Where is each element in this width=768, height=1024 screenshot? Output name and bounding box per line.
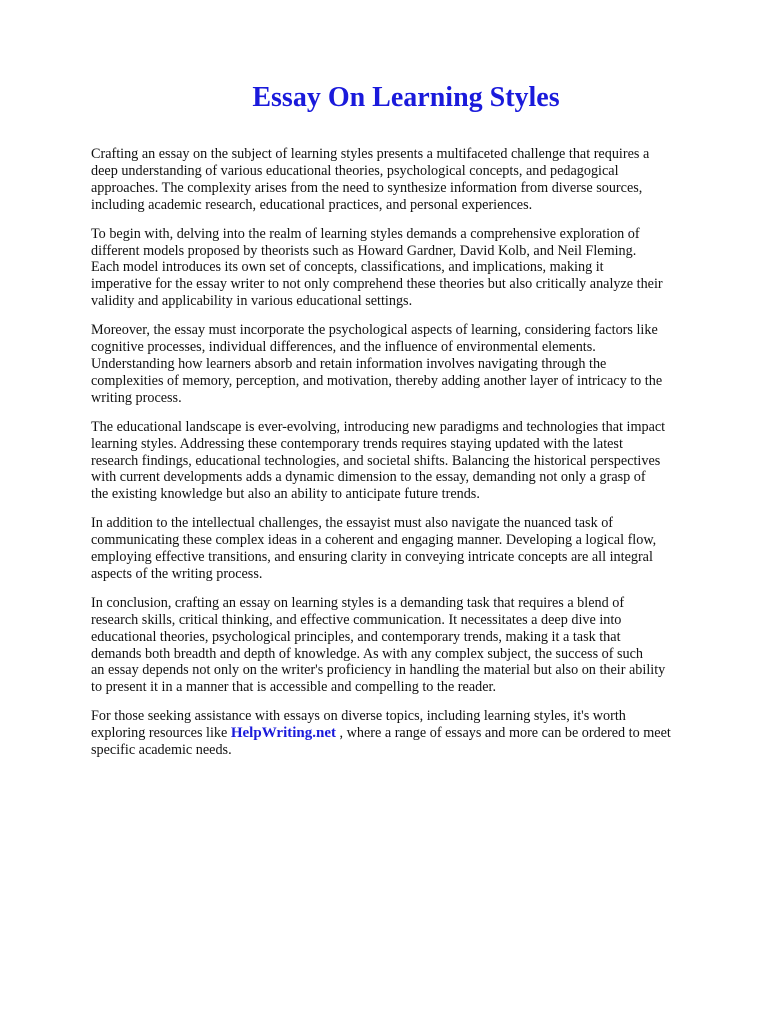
text-line: an essay depends not only on the writer's proficiency in handling the material but also on their ability [91, 662, 666, 679]
document-title: Essay On Learning Styles [252, 82, 560, 113]
text-line: In addition to the intellectual challenges, the essayist must also navigate the nuanced task of [91, 515, 614, 532]
paragraph-5 [91, 515, 731, 583]
text-line: demands both breadth and depth of knowledge. As with any complex subject, the success of such [91, 645, 644, 662]
text-line: the existing knowledge but also an ability to anticipate future trends. [91, 486, 480, 503]
text-line: educational theories, psychological principles, and contemporary trends, making it a task that [91, 628, 621, 645]
text-line: imperative for the essay writer to not only comprehend these theories but also critically analyze their [91, 276, 663, 293]
text-line: to present it in a manner that is accessible and compelling to the reader. [91, 679, 496, 696]
text-line: with current developments adds a dynamic dimension to the essay, demanding not only a grasp of [91, 469, 646, 486]
text-segment: exploring resources like [91, 725, 231, 742]
text-line: validity and applicability in various educational settings. [91, 293, 413, 310]
paragraph-6 [91, 595, 731, 696]
text-line: In conclusion, crafting an essay on learning styles is a demanding task that requires a blend of [91, 594, 625, 611]
text-line: different models proposed by theorists such as Howard Gardner, David Kolb, and Neil Fleming. [91, 242, 637, 259]
closing-paragraph [91, 708, 731, 759]
text-line: research findings, educational technologies, and societal shifts. Balancing the historical perspectives [91, 452, 661, 469]
text-line: Each model introduces its own set of concepts, classifications, and implications, making it [91, 259, 604, 276]
text-line: Crafting an essay on the subject of learning styles presents a multifaceted challenge that requires a [91, 146, 650, 162]
text-line: For those seeking assistance with essays on diverse topics, including learning styles, it's worth [91, 708, 626, 725]
text-line: cognitive processes, individual differences, and the influence of environmental elements. [91, 339, 596, 356]
text-line-with-link [91, 725, 731, 742]
text-line: complexities of memory, perception, and motivation, thereby adding another layer of intricacy to the [91, 372, 663, 389]
text-line: Understanding how learners absorb and retain information involves navigating through the [91, 355, 607, 372]
paragraph-3 [91, 322, 731, 407]
text-line: learning styles. Addressing these contemporary trends requires staying updated with the latest [91, 435, 623, 452]
text-line: Moreover, the essay must incorporate the psychological aspects of learning, considering factors like [91, 322, 658, 339]
text-line: The educational landscape is ever-evolving, introducing new paradigms and technologies that impact [91, 418, 666, 435]
text-line: research skills, critical thinking, and effective communication. It necessitates a deep dive into [91, 611, 622, 628]
paragraph-1 [91, 146, 731, 214]
text-line: aspects of the writing process. [91, 565, 263, 582]
document-body [91, 146, 731, 771]
text-line: including academic research, educational practices, and personal experiences. [91, 196, 533, 213]
text-line: deep understanding of various educational theories, psychological concepts, and pedagogical [91, 162, 619, 179]
text-line: employing effective transitions, and ensuring clarity in conveying intricate concepts are all integral [91, 549, 653, 566]
paragraph-2 [91, 226, 731, 311]
paragraph-4 [91, 419, 731, 504]
text-line: specific academic needs. [91, 742, 232, 759]
text-segment: , where a range of essays and more can be ordered to meet [336, 725, 671, 742]
helpwriting-link[interactable]: HelpWriting.net [230, 725, 336, 742]
text-line: approaches. The complexity arises from the need to synthesize information from diverse sources, [91, 179, 643, 196]
text-line: communicating these complex ideas in a coherent and engaging manner. Developing a logical flow, [91, 532, 657, 549]
text-line: writing process. [91, 389, 182, 406]
text-line: To begin with, delving into the realm of learning styles demands a comprehensive exploration of [91, 225, 640, 242]
